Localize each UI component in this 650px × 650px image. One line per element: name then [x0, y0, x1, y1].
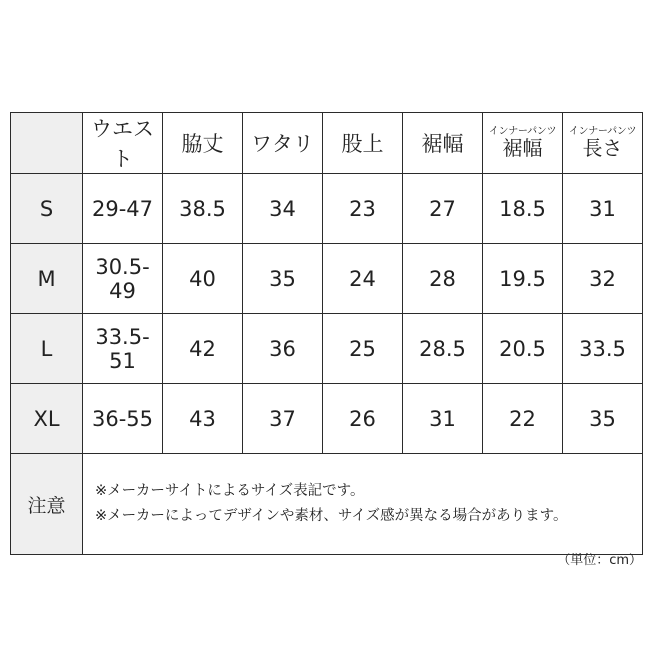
- size-chart-table: [10, 112, 643, 555]
- notes-label: 注意: [11, 454, 83, 555]
- row-label-m: M: [11, 244, 83, 314]
- table-cell: 23: [323, 174, 403, 244]
- notes-row: [11, 454, 643, 555]
- table-cell: 33.5: [563, 314, 643, 384]
- corner-cell: [11, 113, 83, 174]
- header-inner-length-main: 長さ: [582, 136, 623, 160]
- table-row-m: [11, 244, 643, 314]
- notes-cell: [83, 454, 643, 555]
- table-cell: 22: [483, 384, 563, 454]
- table-cell: 36: [243, 314, 323, 384]
- table-cell: 40: [163, 244, 243, 314]
- table-cell: 27: [403, 174, 483, 244]
- header-inner-hem-width-sub: インナーパンツ: [488, 126, 557, 137]
- header-rise: 股上: [323, 113, 403, 174]
- table-cell: 37: [243, 384, 323, 454]
- table-cell: 25: [323, 314, 403, 384]
- row-label-xl: XL: [11, 384, 83, 454]
- unit-note: （単位：cm）: [557, 553, 642, 568]
- table-row-l: [11, 314, 643, 384]
- header-inner-length-sub: インナーパンツ: [568, 126, 637, 137]
- table-cell: 42: [163, 314, 243, 384]
- note-line-1: ※メーカーサイトによるサイズ表記です。: [95, 483, 365, 499]
- table-cell: 36-55: [83, 384, 163, 454]
- table-cell: 31: [563, 174, 643, 244]
- table-row-s: [11, 174, 643, 244]
- table-cell: 34: [243, 174, 323, 244]
- header-side-length: 脇丈: [163, 113, 243, 174]
- table-cell: 20.5: [483, 314, 563, 384]
- table-row-xl: [11, 384, 643, 454]
- table-cell: 30.5-49: [83, 244, 163, 314]
- table-cell: 38.5: [163, 174, 243, 244]
- header-row: [11, 113, 643, 174]
- table-cell: 24: [323, 244, 403, 314]
- header-waist: ウエスト: [83, 113, 163, 174]
- table-cell: 32: [563, 244, 643, 314]
- table-cell: 18.5: [483, 174, 563, 244]
- header-hem-width: 裾幅: [403, 113, 483, 174]
- table-cell: 35: [243, 244, 323, 314]
- table-cell: 28: [403, 244, 483, 314]
- header-inner-length: [563, 113, 643, 174]
- note-line-2: ※メーカーによってデザインや素材、サイズ感が異なる場合があります。: [95, 508, 568, 524]
- table-cell: 31: [403, 384, 483, 454]
- table-cell: 29-47: [83, 174, 163, 244]
- table-cell: 28.5: [403, 314, 483, 384]
- table-cell: 35: [563, 384, 643, 454]
- table-cell: 26: [323, 384, 403, 454]
- row-label-s: S: [11, 174, 83, 244]
- header-inner-hem-width-main: 裾幅: [502, 136, 543, 160]
- table-cell: 33.5-51: [83, 314, 163, 384]
- header-thigh: ワタリ: [243, 113, 323, 174]
- header-inner-hem-width: [483, 113, 563, 174]
- row-label-l: L: [11, 314, 83, 384]
- table-cell: 19.5: [483, 244, 563, 314]
- table-cell: 43: [163, 384, 243, 454]
